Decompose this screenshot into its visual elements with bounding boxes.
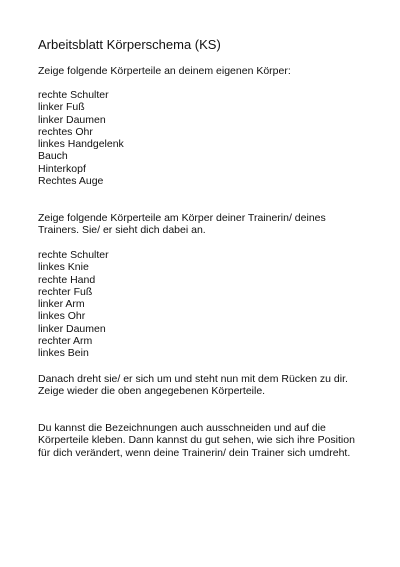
list-item: rechte Hand [38, 273, 96, 286]
list-item: rechte Schulter [38, 249, 109, 261]
list-item: linker Arm [38, 298, 85, 311]
list-item: linker Daumen [38, 322, 106, 335]
section1-list [38, 89, 368, 187]
list-item: linkes Bein [38, 347, 89, 360]
list-item: linkes Ohr [38, 310, 86, 323]
list-item: rechter Fuß [38, 285, 93, 298]
list-item: linkes Knie [38, 261, 89, 274]
tip-text: Du kannst die Bezeichnungen auch ausschneiden und auf die Körperteile kleben. Dann kannst du gut sehen, wie sich ihre Position für dich verändert, wenn deine Trainerin/ dein Trainer sich umdreht. [38, 422, 355, 459]
list-item: linker Fuß [38, 101, 85, 114]
list-item: Rechtes Auge [38, 175, 104, 188]
list-item: Bauch [38, 150, 68, 163]
list-item: linker Daumen [38, 113, 106, 126]
section2-intro [38, 212, 368, 237]
section1-intro [38, 65, 368, 77]
section2-intro-text: Zeige folgende Körperteile am Körper deiner Trainerin/ deines Trainers. Sie/ er sieht dich dabei an. [38, 212, 326, 237]
list-item: Hinterkopf [38, 162, 86, 175]
list-item: linkes Handgelenk [38, 138, 124, 151]
list-item: rechte Schulter [38, 89, 109, 101]
after-paragraph [38, 373, 368, 398]
tip-paragraph [38, 422, 368, 459]
after-text: Danach dreht sie/ er sich um und steht nun mit dem Rücken zu dir. Zeige wieder die oben angegebenen Körperteile. [38, 373, 348, 398]
list-item: rechter Arm [38, 335, 93, 348]
section2-list [38, 249, 368, 360]
list-item: rechtes Ohr [38, 125, 93, 138]
section1-intro-text: Zeige folgende Körperteile an deinem eigenen Körper: [38, 65, 291, 77]
page-title: Arbeitsblatt Körperschema (KS) [38, 37, 221, 52]
